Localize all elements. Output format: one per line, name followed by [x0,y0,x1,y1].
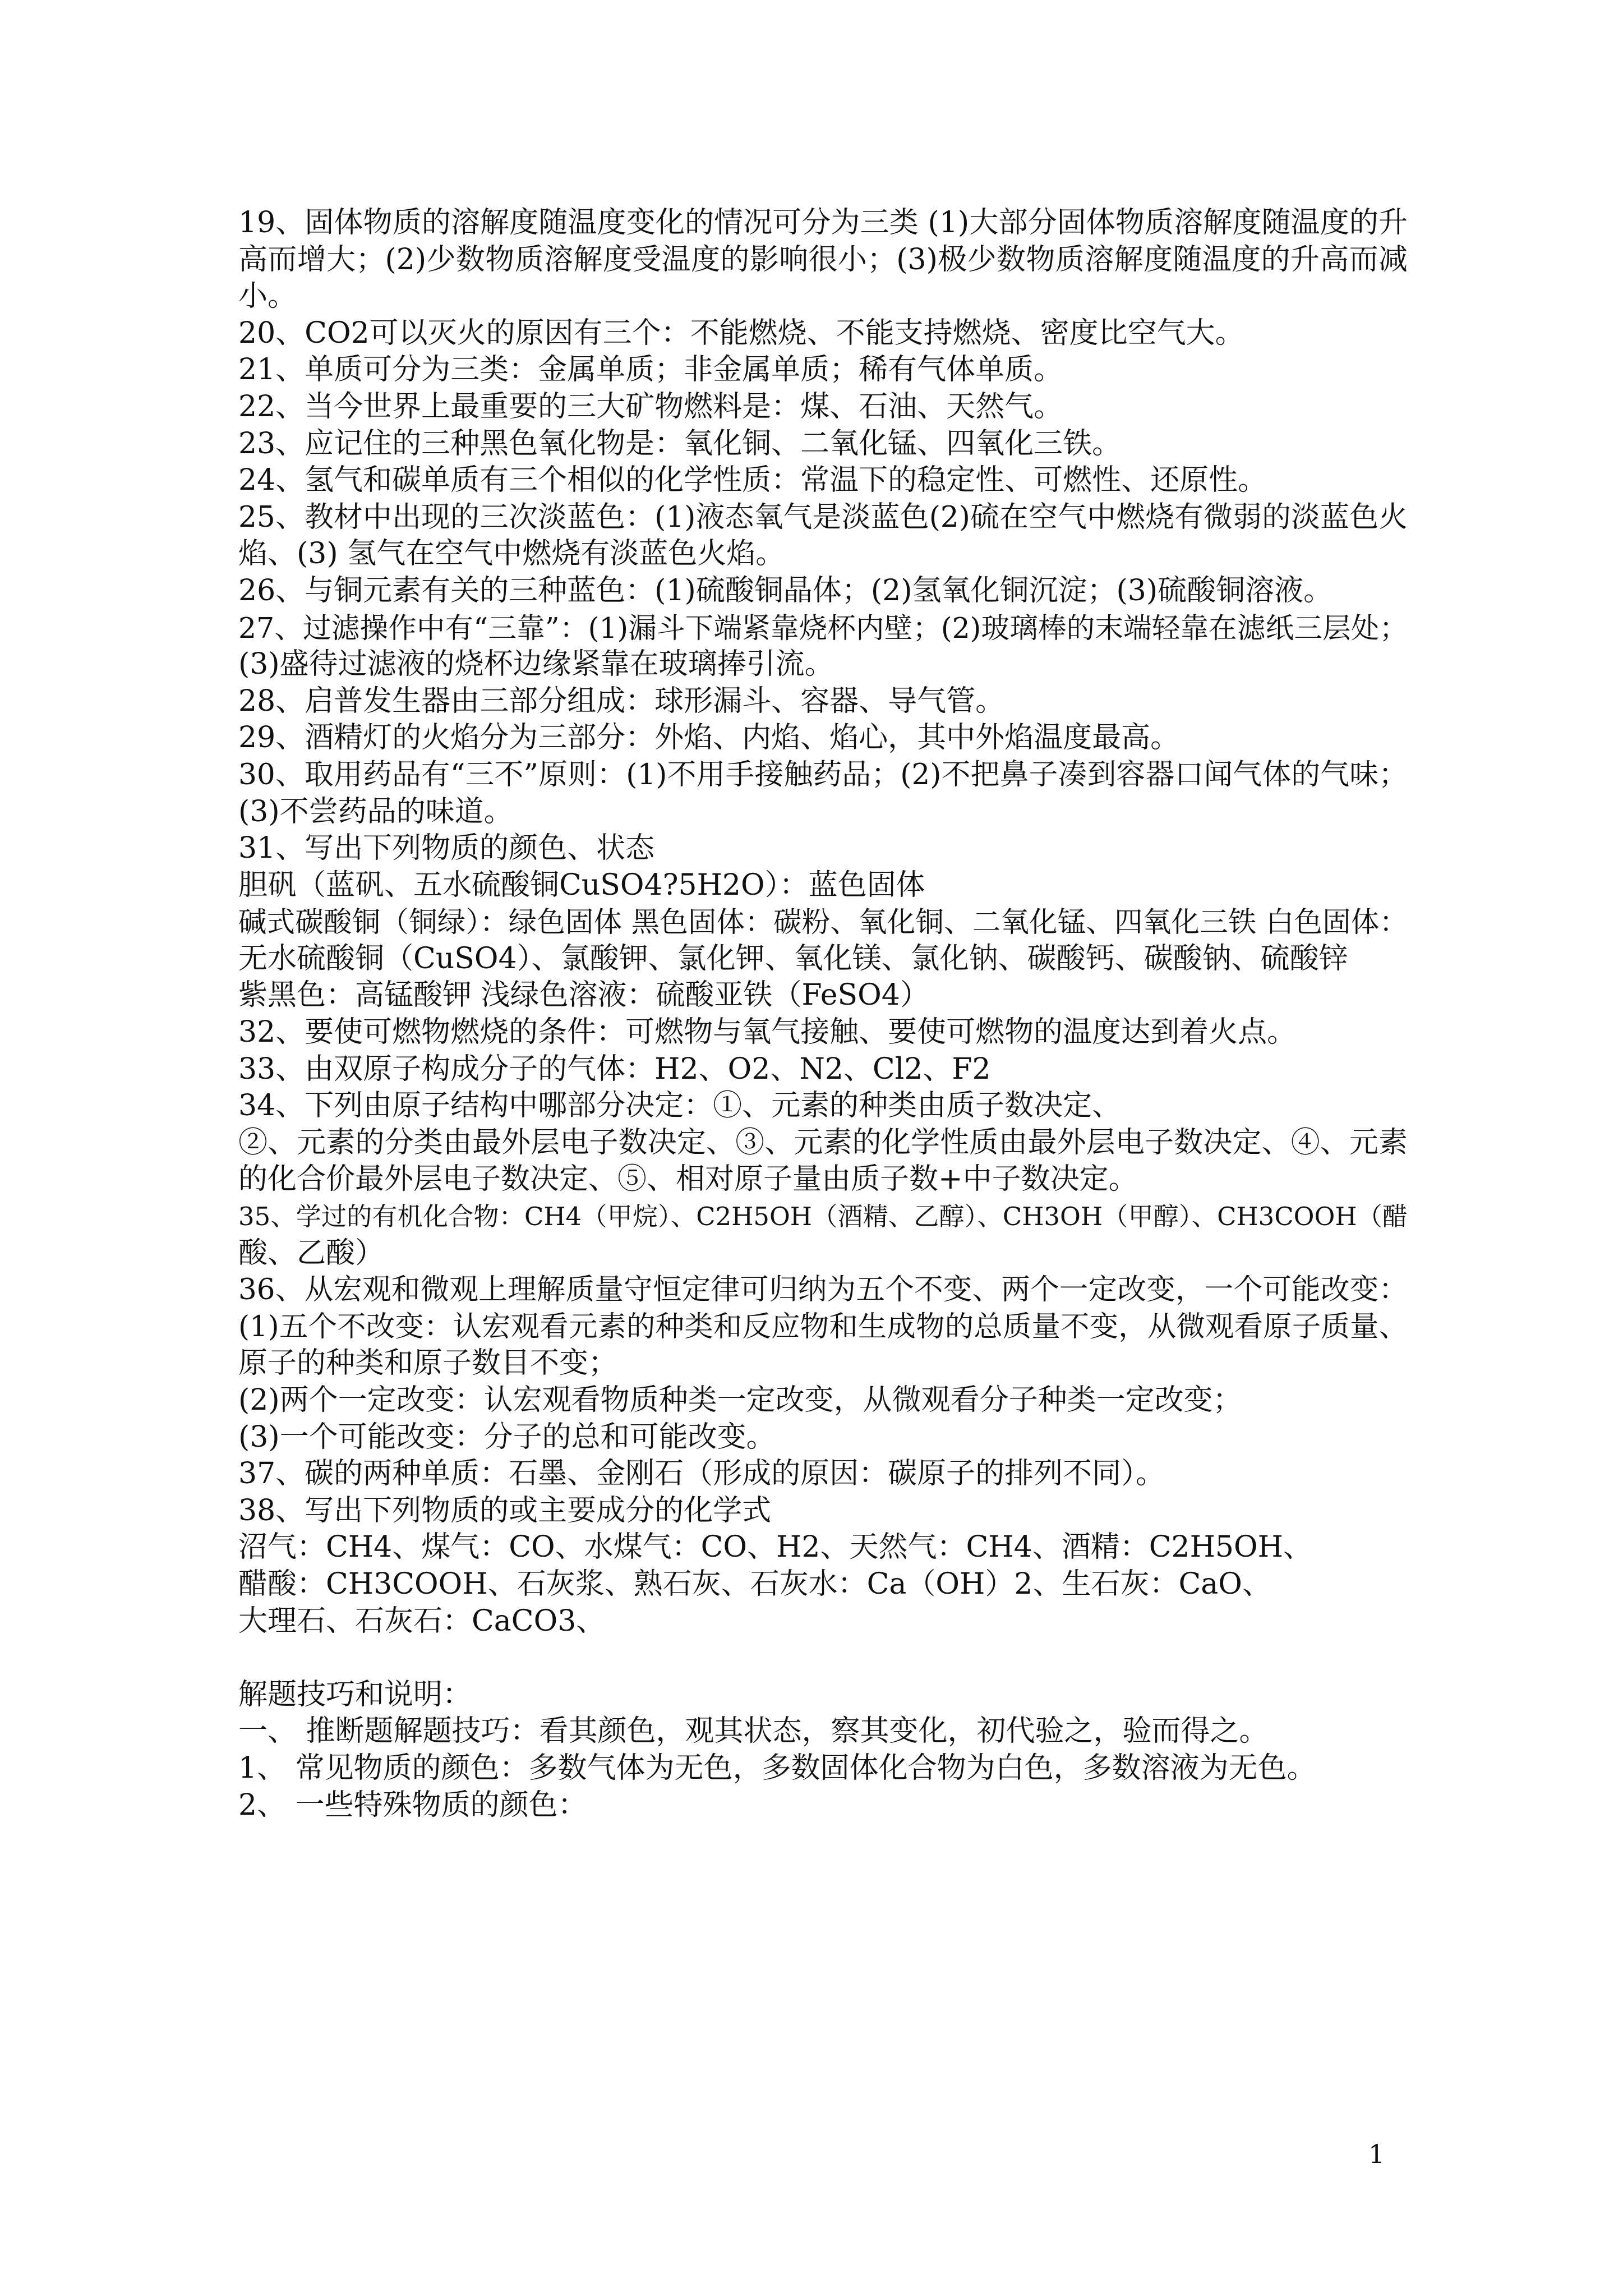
text-line: 酸、乙酸） [238,1236,385,1270]
page-number: 1 [1368,2139,1385,2169]
document-body [238,205,1408,1824]
text-line: 29、酒精灯的火焰分为三部分：外焰、内焰、焰心，其中外焰温度最高。 [238,721,1180,755]
text-line: 27、过滤操作中有“三靠”：(1)漏斗下端紧靠烧杯内壁；(2)玻璃棒的末端轻靠在滤纸三层处； [238,611,1408,645]
text-line: 无水硫酸铜（CuSO4）、氯酸钾、氯化钾、氧化镁、氯化钠、碳酸钙、碳酸钠、硫酸锌 [238,941,1348,976]
text-line: 一、 推断题解题技巧：看其颜色，观其状态，察其变化，初代验之，验而得之。 [238,1714,1269,1749]
text-line: 36、从宏观和微观上理解质量守恒定律可归纳为五个不变、两个一定改变，一个可能改变： [238,1273,1408,1307]
text-line: (3)一个可能改变：分子的总和可能改变。 [238,1420,776,1454]
text-line: 35、学过的有机化合物：CH4（甲烷）、C2H5OH（酒精、乙醇）、CH3OH（甲醇）、CH3COOH（醋 [238,1202,1408,1232]
text-line: (1)五个不改变：认宏观看元素的种类和反应物和生成物的总质量不变，从微观看原子质量、 [238,1309,1408,1343]
text-line: 小。 [238,279,297,314]
text-line: 醋酸：CH3COOH、石灰浆、熟石灰、石灰水：Ca（OH）2、生石灰：CaO、 [238,1567,1271,1601]
text-line: 21、单质可分为三类：金属单质；非金属单质；稀有气体单质。 [238,353,1063,387]
text-line: 38、写出下列物质的或主要成分的化学式 [238,1493,772,1527]
text-line: 24、氢气和碳单质有三个相似的化学性质：常温下的稳定性、可燃性、还原性。 [238,463,1267,498]
text-line: 胆矾（蓝矾、五水硫酸铜CuSO4?5H2O）：蓝色固体 [238,868,925,902]
text-line: 20、CO2可以灭火的原因有三个：不能燃烧、不能支持燃烧、密度比空气大。 [238,316,1244,350]
text-line: ②、元素的分类由最外层电子数决定、③、元素的化学性质由最外层电子数决定、④、元素 [238,1125,1408,1159]
text-line: 33、由双原子构成分子的气体：H2、O2、N2、Cl2、F2 [238,1052,991,1086]
text-line: 的化合价最外层电子数决定、⑤、相对原子量由质子数+中子数决定。 [238,1162,1138,1197]
text-line: 37、碳的两种单质：石墨、金刚石（形成的原因：碳原子的排列不同）。 [238,1457,1165,1491]
text-line: (3)不尝药品的味道。 [238,794,513,829]
text-line: 19、固体物质的溶解度随温度变化的情况可分为三类 (1)大部分固体物质溶解度随温度的升 [238,206,1408,240]
text-line: 焰、(3) 氢气在空气中燃烧有淡蓝色火焰。 [238,537,785,571]
text-line: (3)盛待过滤液的烧杯边缘紧靠在玻璃捧引流。 [238,647,834,682]
text-line: 原子的种类和原子数目不变； [238,1346,618,1381]
text-line: 沼气：CH4、煤气：CO、水煤气：CO、H2、天然气：CH4、酒精：C2H5OH、 [238,1530,1312,1565]
text-line: 31、写出下列物质的颜色、状态 [238,831,655,866]
text-line: 高而增大；(2)少数物质溶解度受温度的影响很小；(3)极少数物质溶解度随温度的升高而减 [238,242,1408,277]
text-line: 紫黑色：高锰酸钾 浅绿色溶液：硫酸亚铁（FeSO4） [238,978,929,1013]
text-line: 28、启普发生器由三部分组成：球形漏斗、容器、导气管。 [238,684,1005,718]
text-line: 碱式碳酸铜（铜绿）：绿色固体 黑色固体：碳粉、氧化铜、二氧化锰、四氧化三铁 白色固体： [238,905,1408,939]
text-line: 34、下列由原子结构中哪部分决定：①、元素的种类由质子数决定、 [238,1089,1122,1123]
text-line: 23、应记住的三种黑色氧化物是：氧化铜、二氧化锰、四氧化三铁。 [238,426,1122,461]
text-line: 1、 常见物质的颜色：多数气体为无色，多数固体化合物为白色，多数溶液为无色。 [238,1751,1316,1785]
text-line: 25、教材中出现的三次淡蓝色：(1)液态氧气是淡蓝色(2)硫在空气中燃烧有微弱的淡蓝色火 [238,500,1408,534]
text-line: 32、要使可燃物燃烧的条件：可燃物与氧气接触、要使可燃物的温度达到着火点。 [238,1015,1297,1050]
blank-line [238,1640,1408,1677]
text-line: 26、与铜元素有关的三种蓝色：(1)硫酸铜晶体；(2)氢氧化铜沉淀；(3)硫酸铜溶液。 [238,573,1333,608]
text-line: (2)两个一定改变：认宏观看物质种类一定改变，从微观看分子种类一定改变； [238,1383,1242,1417]
text-line: 2、 一些特殊物质的颜色： [238,1788,587,1822]
text-line: 22、当今世界上最重要的三大矿物燃料是：煤、石油、天然气。 [238,389,1063,424]
text-line: 30、取用药品有“三不”原则：(1)不用手接触药品；(2)不把鼻子凑到容器口闻气体的气味； [238,757,1408,792]
section-heading: 解题技巧和说明： [238,1677,472,1711]
text-line: 大理石、石灰石：CaCO3、 [238,1604,606,1638]
